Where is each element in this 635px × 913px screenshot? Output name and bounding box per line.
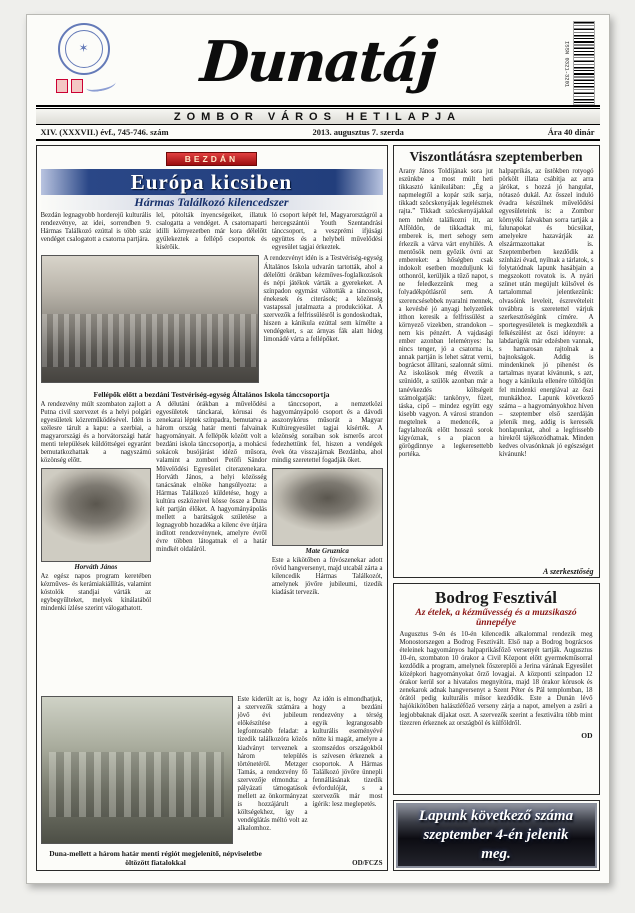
- lead-caption-row: [41, 849, 383, 867]
- lead-photo-credit: OD/FCZS: [352, 859, 383, 867]
- issn-barcode: [564, 21, 598, 107]
- lead-bottom-col2-text: Az idén is elmondhatjuk, hogy a bezdáni rendezvény a térség egyik legrangosabb kulturális eseményévé nőtte ki magát, amelyre a szomszédos országokból is szívesen érkeznek a csoportok. A Hármas Találkozó jövőre ünnepli fennállásának tizedik évfordulóját, s a szervezők már most ígérik: lesz meglepetés.: [312, 695, 383, 809]
- lead-body-col2: [156, 401, 267, 694]
- kicker-bezdan: BEZDÁN: [166, 152, 257, 166]
- editorial-columns: [399, 168, 594, 564]
- lead-beside-photo-text: A rendezvényt idén is a Testvériség-egység Általános Iskola udvarán tartották, ahol a délelőtti órákban kézműves-foglalkozások és népi játékok várták a gyerekeket. A színpadon egymást váltották a táncosok, énekesek és citerások; a közönség vastapssal jutalmazta a produkciókat. A szervezők a felfrissülésről is gondoskodtak, hiszen a kánikula ezúttal sem kímélte a vendégeket, s az árnyas fák alatt hideg limonádé várta a fellépőket.: [263, 255, 383, 344]
- lead-intro-col1: Bezdán legnagyobb horderejű kulturális rendezvénye, az idei, sorrendben 9. Hármas Találkozó ezúttal is több száz vendéget csalogatott a csatorna partjára.: [40, 212, 152, 244]
- issue-price: Ára 40 dinár: [547, 127, 595, 137]
- festival-body-text: Augusztus 9-én és 10-én kilencedik alkalommal rendezik meg Monostorszegen a Bodrog Fesztivált. Első nap a Bodrog bográcsos ételeinek hagyományos halpaprikásfőző versenyét tartják. Augusztus 10-én, szombaton 10 órakor a Civil Központ előtt gyermekműsorral kezdődik a program, amelynek főszereplői a Jerina várának Egyesület középkori hagyományokat őrző lovagjai. A központi színpadon 12 órakor kerül sor a hivatalos megnyitóra, majd 18 órakor kórusok és zenekarok adnak hangversenyt a Szent Péter és Pál templomban, 18 órától pedig kulturális műsor kezdődik. Este a Dunán lévő hajókikötőben halászléfőző verseny zárja a napot, amelyen a zsűri a legjobbaknak díjakat oszt. A szervezők szerint a fesztiválra több mint tízezren érkeznek az országból és külföldről.: [399, 630, 593, 727]
- masthead-subtitle: ZOMBOR VÁROS HETILAPJA: [36, 109, 600, 125]
- right-column: [393, 145, 600, 871]
- lead-bottom-row: [41, 696, 383, 846]
- editorial-col1-text: Arany János Toldijának sora jut eszünkbe a most múlt heti tikkasztó kánikulában: „Ég a napmelegtől a kopár szík sarja, tikkadt szöcskenyájak legelésznek rajta.” Tikkadt szöcskenyájakkal nem nehéz találkozni itt, az Alföldön, de tikkadtak mi, emberek is, mert sehogy sem érkezik a várva várt enyhülés. A mentősök nem győzik óvni az embereket: a hőségben csak indokolt esetben mozduljunk ki otthonról, kerüljük a tűző napot, s ne feledkezzünk meg a folyadékpótlásról sem. A szerencsésebbek nyaralni mennek, a kevésbé jó anyagi helyzetűek itthon keresik a felfrissülést a környező vizekben, strandokon – nem kis pénzért. A vajdasági ember azonban leleményes: ha nincs tenger, jó a csatorna is, annak partján is lehet sátrat verni, bográcsot állítani, szalonnát sütni. Az iskolások még élvezik a szünidőt, a szülők azonban már a tanévkezdés költségeit számolgatják: tankönyv, füzet, táska, cipő – mindez együtt egy kisebb vagyon. A városi strandon megtelnek a medencék, a fagylaltozók előtt hosszú sorok kígyóznak, s a piacon a görögdinnye a legkeresettebb portéka.: [398, 168, 493, 459]
- barcode-icon: [573, 21, 595, 105]
- portrait-caption-horvath: Horváth János: [74, 562, 118, 571]
- portrait-caption-gruznica: Mate Gruznica: [305, 546, 349, 555]
- festival-headline: Bodrog Fesztivál: [435, 587, 557, 607]
- lead-intro-col2: lel, pótolták ínyencségeiket, illatuk csalogatta a vendéget. A csatornaparti idilli környezetben már kora délelőtt gyülekeztek a fellépő csoportok és kísérőik.: [156, 212, 267, 252]
- newspaper-front-page: [26, 14, 610, 884]
- portrait-figure-gruznica: [272, 468, 383, 555]
- lead-subheadline: Hármas Találkozó kilencedszer: [41, 195, 383, 210]
- lead-article: [36, 145, 388, 871]
- main-photo-caption: Fellépők előtt a bezdáni Testvériség-egység Általános Iskola tánccsoportja: [93, 389, 330, 399]
- lead-body-col3-text-b: Este a kikötőben a fúvószenekar adott rövid hangversenyt, majd utcabál zárta a kilencedik Hármas Találkozót, amelynek jövőre jubileumi, tizedik kiadását tervezik.: [271, 556, 383, 596]
- lead-headline: Európa kicsiben: [41, 169, 383, 195]
- lead-body-col3-text-a: a tánccsoport, a nemzetközi hagyományápoló csoport és a dávodi asszonykórus műsorát a Magyar Kultúregyesület tagjai kísérték. A közönség soraiban sok ismerős arcot fedezhettünk fel, hiszen a vendégek évek óta visszajárnak Bezdánba, ahol mindig szeretettel fogadják őket.: [271, 400, 383, 465]
- festival-subheadline: Az ételek, a kézművesség és a muzsikaszó ünnepélye: [415, 607, 577, 628]
- issue-number: XIV. (XXXVII.) évf., 745-746. szám: [40, 127, 169, 137]
- next-issue-banner: [396, 803, 597, 868]
- region-group-photo: [41, 696, 233, 844]
- festival-credit: OD: [581, 730, 593, 740]
- next-issue-banner-box: [393, 800, 600, 871]
- issue-info-bar: [36, 125, 600, 141]
- lead-body-col1-text-b: Az egész napos program keretében kézműves- és kerámiakiállítás, valamint kóstolók standjai várták az egybegyűlteket, melyek kínálatából mindenki ízlése szerint válogathatott.: [40, 572, 152, 612]
- issue-date: 2013. augusztus 7. szerda: [312, 127, 404, 137]
- lead-photo-row: [41, 255, 383, 385]
- lead-body-col2-text: A délutáni órákban a művelődési egyesületek tánckarai, kórusai és zenekarai léptek színpadra, bemutatva a három ország határ menti falvainak hagyományait. A fellépők között volt a bezdáni iskola tánccsoportja, a mohácsi sokácok busójárást idéző műsora, valamint a zombori Petőfi Sándor Művelődési Egyesület citerazenekara. Horváth János, a helyi közösség tanácsának elnöke hangsúlyozta: a Hármas Találkozó küldetése, hogy a kultúra eszközeivel kösse össze a Duna két partján élőket. A hagyományápolás mellett a barátságok születése a legnagyobb hozadéka a kilenc éve útjára indított rendezvénynek, amelyre évről évre többen látogatnak el a határ mindkét oldaláról.: [156, 400, 267, 554]
- portrait-figure-horvath: [41, 468, 152, 571]
- bottom-photo-caption: Duna-mellett a három határ menti régiót megjelenítő, népviseletbe öltözött fiatalokkal: [49, 849, 262, 867]
- masthead: [36, 21, 600, 105]
- portrait-photo-gruznica: [272, 468, 383, 546]
- page-content: [36, 145, 600, 871]
- editorial-headline: Viszontlátásra szeptemberben: [409, 149, 583, 164]
- lead-intro-columns: [41, 212, 383, 253]
- lead-body-columns: [41, 401, 383, 694]
- kicker-row: [41, 149, 383, 167]
- issn-number: ISSN 0321-3201: [563, 40, 571, 88]
- dance-group-photo: [41, 255, 259, 383]
- editorial-signature: A szerkesztőség: [543, 567, 594, 576]
- editorial-col2-text: halpaprikás, az üstökben rotyogó pörkölt illata csábítja az arra járókat, s hozzá jó hangulat, nótaszó dukál. Az ősszel induló évadra készülnek művelődési egyesületeink is: a Zombor környéki falvakban sorra tartják a falunapokat és búcsúkat, amelyekre hazavárják az elszármazottakat is. Szeptemberben kezdődik a színházi évad, nyílnak a tárlatok, s folytatódnak lapunk hasábjain a megszokott rovatok is. A nyári szünet után megújult külsővel és tartalommal jelentkezünk: olvasóink leveleit, észrevételeit továbbra is szeretettel várjuk szerkesztőségünk címére. A sportegyesületek is megkezdték a felkészülést az őszi idényre: a labdarúgók már edzésben vannak, s hamarosan rajtolnak a bajnokságok. Addig is mindenkinek jó pihenést és tartalmas nyarat kívánunk, s azt, hogy a kánikula ellenére töltődjön fel mindenki energiával az őszi munkákhoz. Lapunk következő száma – a hagyományokhoz híven – szeptember első szerdáján jelenik meg, addig is keressék honlapunkat, ahol a legfrissebb hírekről tájékozódhatnak. Minden kedves olvasónknak jó egészséget kívánunk!: [499, 168, 594, 459]
- editorial-article: [393, 145, 600, 578]
- lead-body-col1-text-a: A rendezvény múlt szombaton zajlott a Putna civil szervezet és a helyi polgári egyesületek közreműködésével. Idén is szélesre tárult a kapu: a szerbiai, a magyarországi és a horvátországi határ menti települések küldöttségei egyaránt bemutatkozhattak a nagyszámú közönség előtt.: [40, 400, 152, 465]
- festival-article: [393, 583, 600, 795]
- lead-body-col1: [41, 401, 152, 694]
- lead-intro-col3: ló csoport képét fel, Magyarországról a hercegszántói Youth Szentandrási tánccsoport, a veszprémi ifjúsági együttes és a helybeli művelődési egyesület tagjai érkeztek.: [271, 212, 383, 252]
- lead-body-col3: [272, 401, 383, 694]
- portrait-photo-horvath: [41, 468, 152, 562]
- lead-bottom-col1-text: Este kiderült az is, hogy a szervezők számára a jövő évi jubileum előkészítése a legfontosabb feladat: a tizedik találkozóra közös kiadványt terveznek a három település történetéről. Metzger Tamás, a rendezvény fő szervezője elmondta: a pályázati támogatások mellett az önkormányzat is hozzájárult a költségekhez, így a vendéglátás méltó volt az alkalomhoz.: [237, 695, 308, 833]
- newspaper-title: Dunatáj: [197, 29, 438, 95]
- next-issue-announcement: Lapunk következő száma szeptember 4-én jelenik meg.: [418, 808, 574, 862]
